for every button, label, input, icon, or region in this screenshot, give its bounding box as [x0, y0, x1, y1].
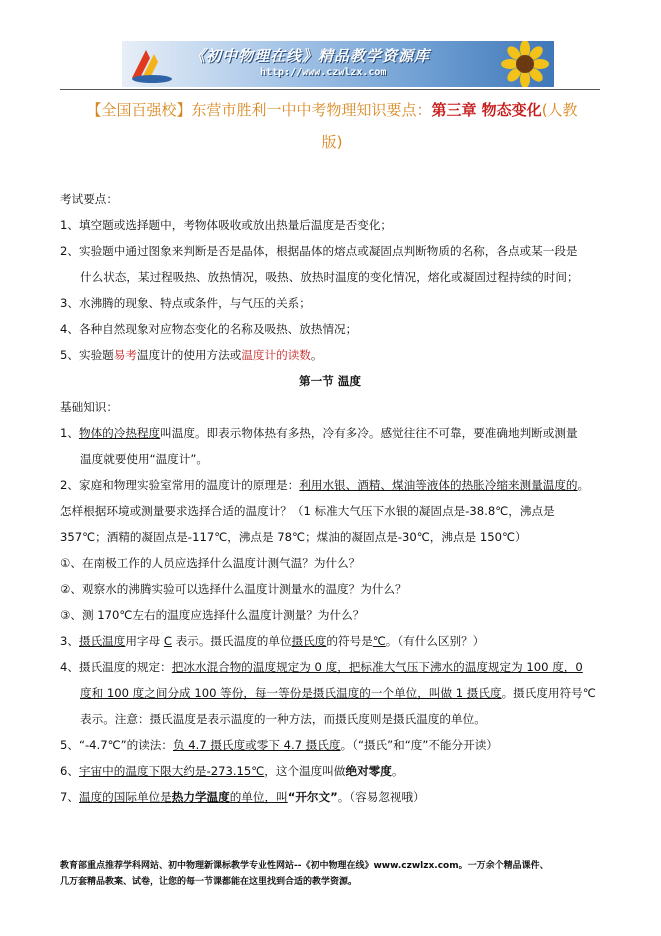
question-2: ②、观察水的沸腾实验可以选择什么温度计测量水的温度？为什么？	[60, 582, 407, 596]
exam-point-2: 2、实验题中通过图象来判断是否是晶体，根据晶体的熔点或凝固点判断物质的名称，各点或某一段是	[60, 244, 578, 258]
question-3: ③、测 170℃左右的温度应选择什么温度计测量？为什么？	[60, 608, 365, 622]
question-1: ①、在南极工作的人员应选择什么温度计测气温？为什么？	[60, 556, 361, 570]
item-2-data: 357℃；酒精的凝固点是-117℃，沸点是 78℃；煤油的凝固点是-30℃，沸点是 150℃）	[60, 530, 527, 544]
highlight-reading: 温度计的读数	[241, 348, 311, 362]
footer-line-2: 几万套精品教案、试卷，让您的每一节课都能在这里找到合适的教学资源。	[60, 877, 358, 887]
header-banner	[122, 41, 554, 87]
basic-knowledge-heading: 基础知识：	[60, 400, 118, 414]
exam-point-2-cont: 什么状态，某过程吸热、放热情况，吸热、放热时温度的变化情况，熔化或凝固过程持续的时间；	[80, 270, 579, 284]
site-logo-icon	[128, 44, 172, 84]
item-6: 6、宇宙中的温度下限大约是-273.15℃，这个温度叫做绝对零度。	[60, 764, 404, 778]
item-2: 2、家庭和物理实验室常用的温度计的原理是：利用水银、酒精、煤油等液体的热胀冷缩来测量温度的。	[60, 478, 590, 492]
sunflower-icon	[500, 41, 550, 87]
banner-url: http://www.czwlzx.com	[260, 67, 387, 78]
exam-heading: 考试要点：	[60, 192, 118, 206]
header-rule	[60, 89, 600, 90]
banner-title: 《初中物理在线》精品教学资源库	[190, 47, 431, 65]
item-5: 5、“-4.7℃”的读法：负 4.7 摄氏度或零下 4.7 摄氏度。（“摄氏”和“度”不能分开读）	[60, 738, 498, 752]
item-3: 3、摄氏温度用字母 C 表示。摄氏温度的单位摄氏度的符号是℃。（有什么区别？）	[60, 634, 485, 648]
item-4: 4、摄氏温度的规定：把冰水混合物的温度规定为 0 度，把标准大气压下沸水的温度规定为 100 度，0	[60, 660, 583, 674]
item-2-question: 怎样根据环境或测量要求选择合适的温度计？（1 标准大气压下水银的凝固点是-38.8℃，沸点是	[60, 504, 555, 518]
title-part-edition-end: 版)	[321, 133, 343, 151]
page-footer	[60, 858, 605, 890]
exam-point-3: 3、水沸腾的现象、特点或条件，与气压的关系；	[60, 296, 311, 310]
highlight-yikao: 易考	[113, 348, 137, 362]
section-title: 第一节 温度	[298, 374, 361, 388]
page-title	[72, 94, 592, 158]
item-1: 1、物体的冷热程度叫温度。即表示物体热有多热，冷有多冷。感觉往往不可靠，要准确地判断或测量	[60, 426, 578, 440]
title-part-school: 【全国百强校】东营市胜利一中中考物理知识要点：	[86, 101, 432, 119]
title-part-chapter: 第三章 物态变化	[431, 101, 542, 119]
item-4-cont: 度和 100 度之间分成 100 等份，每一等份是摄氏温度的一个单位，叫做 1 摄氏度。摄氏度用符号℃	[80, 686, 596, 700]
exam-point-1: 1、填空题或选择题中，考物体吸收或放出热量后温度是否变化；	[60, 218, 393, 232]
item-1-cont: 温度就要使用“温度计”。	[80, 452, 208, 466]
exam-point-5: 5、实验题易考温度计的使用方法或温度计的读数。	[60, 348, 323, 362]
item-4-note: 表示。注意：摄氏温度是表示温度的一种方法，而摄氏度则是摄氏温度的单位。	[80, 712, 486, 726]
exam-point-4: 4、各种自然现象对应物态变化的名称及吸热、放热情况；	[60, 322, 358, 336]
footer-line-1: 教育部重点推荐学科网站、初中物理新课标教学专业性网站--《初中物理在线》www.czwlzx.com。一万余个精品课件、	[60, 861, 549, 871]
title-part-edition: (人教	[541, 101, 578, 119]
item-7: 7、温度的国际单位是热力学温度的单位，叫“开尔文”。（容易忽视哦）	[60, 790, 425, 804]
